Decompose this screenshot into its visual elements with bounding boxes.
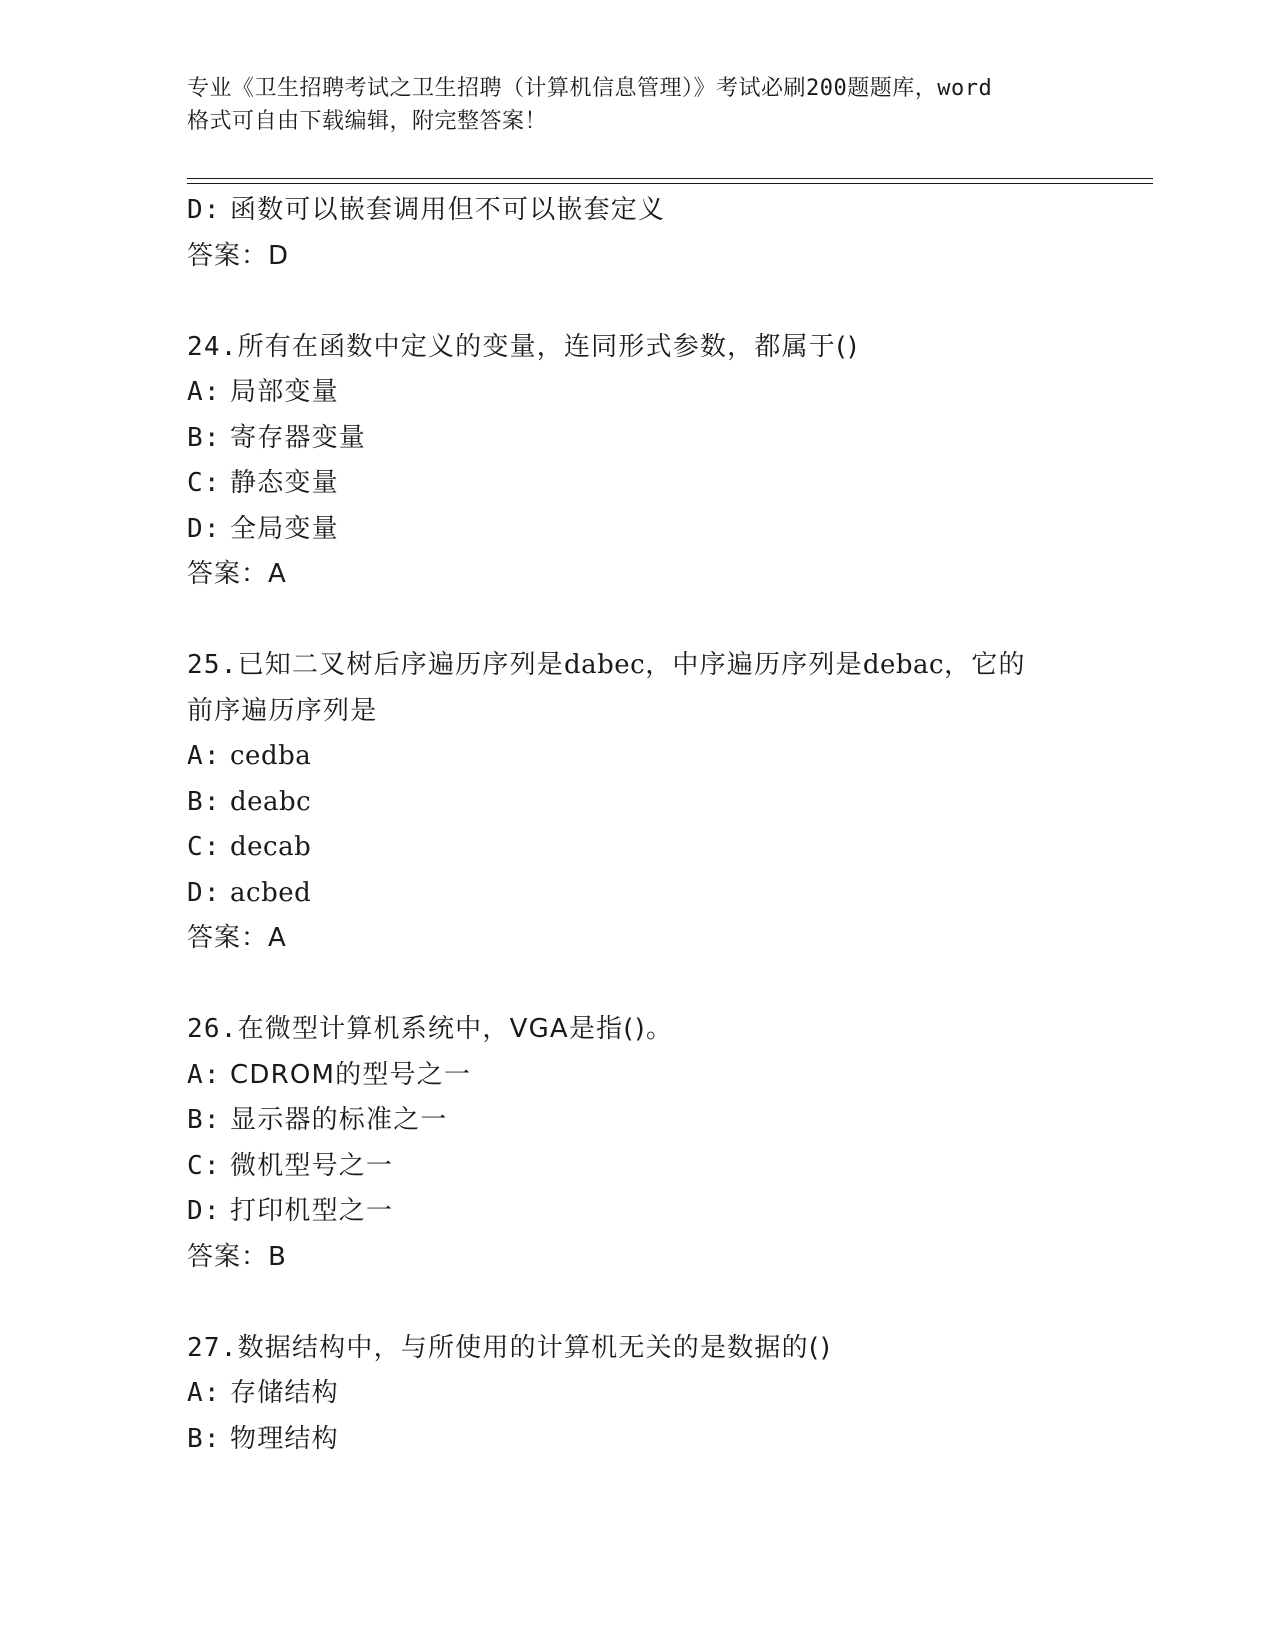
question-25-continued: 前序遍历序列是 bbox=[187, 695, 378, 726]
option-d bbox=[187, 188, 1087, 234]
question-text: 所有在函数中定义的变量，连同形式参数，都属于() bbox=[237, 331, 859, 362]
option-text: 存储结构 bbox=[230, 1378, 339, 1408]
option-key: A: bbox=[187, 741, 221, 771]
spacer bbox=[187, 598, 1087, 644]
option-text: 局部变量 bbox=[230, 377, 339, 407]
option-text: cedba bbox=[230, 741, 312, 771]
option-d bbox=[187, 871, 1087, 917]
question-text-part: ，中序遍历序列是 bbox=[645, 650, 863, 680]
option-a bbox=[187, 734, 1087, 780]
option-key: A: bbox=[187, 377, 221, 407]
header-line-2: 格式可自由下载编辑，附完整答案！ bbox=[187, 109, 548, 134]
question-26 bbox=[187, 1007, 1087, 1053]
option-text: 全局变量 bbox=[230, 513, 339, 544]
option-a bbox=[187, 1053, 1087, 1099]
option-key: D: bbox=[187, 877, 221, 908]
option-c bbox=[187, 825, 1087, 871]
spacer bbox=[187, 962, 1087, 1008]
question-number: 26. bbox=[187, 1014, 238, 1044]
option-b bbox=[187, 1417, 1087, 1463]
option-text: 物理结构 bbox=[230, 1423, 339, 1454]
option-text: deabc bbox=[230, 786, 312, 817]
question-number: 24. bbox=[187, 331, 238, 362]
question-text-latin: dabec bbox=[563, 650, 646, 680]
option-a bbox=[187, 1371, 1087, 1417]
header-divider-bottom bbox=[187, 183, 1153, 184]
option-key: B: bbox=[187, 1105, 221, 1135]
option-c bbox=[187, 1144, 1087, 1190]
option-b bbox=[187, 1098, 1087, 1144]
option-text-latin: CDROM bbox=[230, 1059, 336, 1090]
option-key: B: bbox=[187, 786, 221, 817]
spacer bbox=[187, 1280, 1087, 1326]
option-key: C: bbox=[187, 832, 221, 862]
header-divider-top bbox=[187, 178, 1153, 179]
question-text-part: 在微型计算机系统中， bbox=[237, 1014, 510, 1044]
option-key: C: bbox=[187, 468, 221, 498]
option-text: 显示器的标准之一 bbox=[230, 1105, 448, 1135]
option-b bbox=[187, 416, 1087, 462]
question-text: 数据结构中，与所使用的计算机无关的是数据的() bbox=[237, 1332, 832, 1363]
header-line-1: 专业《卫生招聘考试之卫生招聘（计算机信息管理）》考试必刷200题题库，word bbox=[187, 76, 993, 101]
answer-line: 答案：A bbox=[187, 923, 287, 953]
option-c bbox=[187, 461, 1087, 507]
question-25 bbox=[187, 643, 1087, 689]
option-key: D: bbox=[187, 513, 221, 544]
option-text: acbed bbox=[230, 877, 312, 908]
question-list bbox=[187, 188, 1087, 1462]
option-key: C: bbox=[187, 1150, 221, 1181]
question-number: 25. bbox=[187, 650, 238, 680]
question-number: 27. bbox=[187, 1332, 238, 1363]
question-text-part: 已知二叉树后序遍历序列是 bbox=[237, 650, 564, 680]
option-text: decab bbox=[230, 832, 312, 862]
option-key: B: bbox=[187, 422, 221, 453]
option-key: D: bbox=[187, 195, 221, 225]
question-27 bbox=[187, 1326, 1087, 1372]
option-key: B: bbox=[187, 1423, 221, 1454]
option-key: A: bbox=[187, 1059, 221, 1090]
option-text: 静态变量 bbox=[230, 468, 339, 498]
question-text-part: 是指()。 bbox=[568, 1014, 674, 1044]
option-d bbox=[187, 1189, 1087, 1235]
option-text: 微机型号之一 bbox=[230, 1150, 394, 1181]
option-d bbox=[187, 507, 1087, 553]
answer-line: 答案：B bbox=[187, 1241, 287, 1272]
option-b bbox=[187, 780, 1087, 826]
option-text: 的型号之一 bbox=[335, 1059, 472, 1090]
question-text-part: ，它的 bbox=[944, 650, 1026, 680]
question-24 bbox=[187, 325, 1087, 371]
answer-line: 答案：D bbox=[187, 240, 290, 271]
option-text: 函数可以嵌套调用但不可以嵌套定义 bbox=[230, 195, 666, 225]
answer-line: 答案：A bbox=[187, 559, 287, 589]
document-header bbox=[187, 72, 1087, 138]
option-key: D: bbox=[187, 1196, 221, 1226]
question-text-latin: debac bbox=[862, 650, 945, 680]
question-text-latin: VGA bbox=[509, 1014, 569, 1044]
option-key: A: bbox=[187, 1378, 221, 1408]
spacer bbox=[187, 279, 1087, 325]
option-a bbox=[187, 370, 1087, 416]
option-text: 寄存器变量 bbox=[230, 422, 367, 453]
option-text: 打印机型之一 bbox=[230, 1196, 394, 1226]
